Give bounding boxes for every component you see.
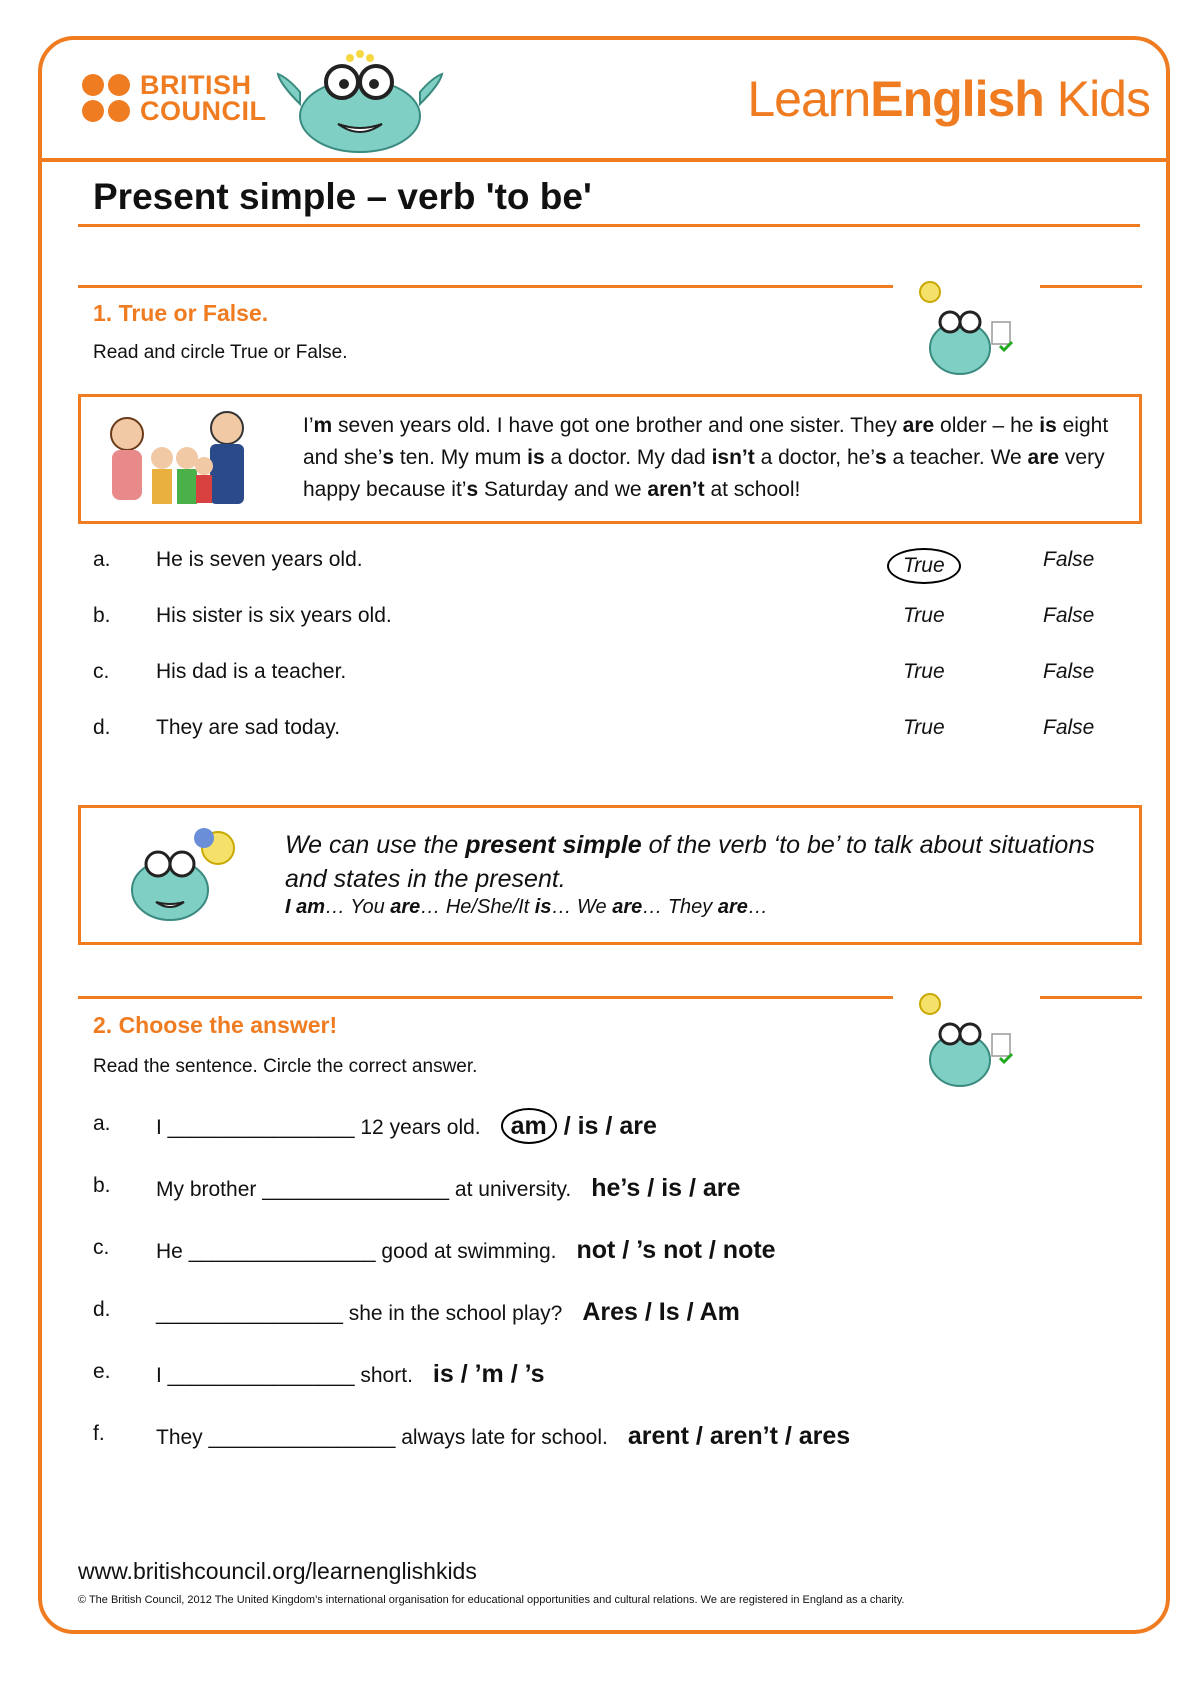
question-letter: a.	[93, 548, 111, 571]
question-text: He is seven years old.	[156, 548, 363, 571]
answer-options: not / ’s not / note	[576, 1236, 776, 1264]
tf-question-row	[93, 604, 1143, 634]
question-sentence: My brother ________________ at university. he’s / is / are	[156, 1174, 741, 1202]
answer-option[interactable]: is	[577, 1112, 599, 1140]
tf-question-row	[93, 716, 1143, 746]
section1-line-right	[1040, 285, 1142, 288]
true-option[interactable]: True	[903, 660, 945, 683]
story-text: I’m seven years old. I have got one brother and one sister. They are older – he is eight and she’s ten. My mum is a doctor. My dad isn’t a doctor, he’s a teacher. We are very happy because it’s Saturday and we aren’t at school!	[303, 414, 1109, 501]
question-letter: b.	[93, 604, 111, 627]
logo-dots-icon	[82, 74, 130, 122]
answer-blank[interactable]: ________________	[167, 1116, 355, 1139]
mascot-idea-icon	[120, 818, 260, 928]
answer-options: is / ’m / ’s	[432, 1360, 545, 1388]
footer-url[interactable]: www.britishcouncil.org/learnenglishkids	[78, 1558, 477, 1584]
question-sentence: ________________ she in the school play? Ares / Is / Am	[156, 1298, 740, 1326]
section2-title: 2. Choose the answer!	[93, 1012, 338, 1038]
answer-option[interactable]: note	[722, 1236, 776, 1264]
section2-instruction: Read the sentence. Circle the correct answer.	[93, 1056, 478, 1077]
answer-options: he’s / is / are	[591, 1174, 741, 1202]
answer-option[interactable]: is	[661, 1174, 683, 1202]
answer-blank[interactable]: ________________	[167, 1364, 355, 1387]
learnenglish-kids-logo: LearnEnglish Kids	[747, 71, 1150, 127]
question-letter: b.	[93, 1174, 111, 1197]
false-option[interactable]: False	[1043, 716, 1095, 739]
answer-option[interactable]: are	[619, 1112, 657, 1140]
question-sentence: He ________________ good at swimming. not / ’s not / note	[156, 1236, 776, 1264]
question-letter: d.	[93, 716, 111, 739]
answer-blank[interactable]: ________________	[208, 1426, 396, 1449]
true-option[interactable]: True	[903, 716, 945, 739]
answer-options: arent / aren’t / ares	[627, 1422, 851, 1450]
answer-option[interactable]: not	[576, 1236, 616, 1264]
answer-blank[interactable]: ________________	[188, 1240, 376, 1263]
question-text: His sister is six years old.	[156, 604, 392, 627]
section1-instruction: Read and circle True or False.	[93, 342, 348, 363]
page-title: Present simple – verb 'to be'	[93, 176, 592, 217]
answer-options: am / is / are	[501, 1112, 657, 1140]
tip-text: We can use the present simple of the verb ‘to be’ to talk about situations and states in the present.	[285, 831, 1095, 893]
false-option[interactable]: False	[1043, 604, 1095, 627]
answer-blank[interactable]: ________________	[262, 1178, 450, 1201]
false-option[interactable]: False	[1043, 660, 1095, 683]
question-text: His dad is a teacher.	[156, 660, 347, 683]
footer-copyright: © The British Council, 2012 The United Kingdom’s international organisation for educational opportunities and cultural relations. We are registered in England as a charity.	[78, 1594, 905, 1606]
question-sentence: I ________________ short. is / ’m / ’s	[156, 1360, 545, 1388]
tip-forms: I am… You are… He/She/It is… We are… They are…	[285, 896, 768, 918]
question-letter: c.	[93, 1236, 110, 1259]
answer-option[interactable]: ’s	[524, 1360, 545, 1388]
header-divider	[42, 158, 1166, 162]
false-option[interactable]: False	[1043, 548, 1095, 571]
question-letter: a.	[93, 1112, 111, 1135]
answer-option[interactable]: aren’t	[709, 1422, 778, 1450]
true-option[interactable]: True	[903, 604, 945, 627]
answer-option[interactable]: ares	[798, 1422, 851, 1450]
answer-option[interactable]: he’s	[591, 1174, 641, 1202]
answer-option[interactable]: Am	[699, 1298, 740, 1326]
title-underline	[78, 224, 1140, 227]
question-text: They are sad today.	[156, 716, 341, 739]
true-option[interactable]: True	[887, 548, 961, 584]
mascot-header-icon	[270, 44, 450, 154]
section2-line-right	[1040, 996, 1142, 999]
answer-option[interactable]: ’s not	[636, 1236, 702, 1264]
answer-option[interactable]: is	[432, 1360, 454, 1388]
mascot-lightbulb-icon-2	[900, 982, 1030, 1092]
question-sentence: I ________________ 12 years old. am / is / are	[156, 1112, 657, 1141]
mascot-lightbulb-icon	[900, 270, 1030, 380]
answer-option[interactable]: ’m	[474, 1360, 504, 1388]
family-picture-icon	[92, 406, 272, 512]
section1-title: 1. True or False.	[93, 300, 269, 326]
answer-blank[interactable]: ________________	[156, 1302, 343, 1325]
answer-option[interactable]: Ares	[582, 1298, 638, 1326]
question-letter: d.	[93, 1298, 111, 1321]
tf-question-row	[93, 660, 1143, 690]
logo-line-2: COUNCIL	[140, 96, 267, 126]
answer-option[interactable]: are	[702, 1174, 741, 1202]
answer-option[interactable]: arent	[627, 1422, 689, 1450]
question-sentence: They ________________ always late for school. arent / aren’t / ares	[156, 1422, 851, 1450]
logo-line-1: BRITISH	[140, 70, 252, 100]
question-letter: f.	[93, 1422, 105, 1445]
answer-option[interactable]: am	[501, 1108, 557, 1144]
question-letter: e.	[93, 1360, 111, 1383]
section2-line-left	[78, 996, 893, 999]
question-letter: c.	[93, 660, 110, 683]
british-council-logo	[82, 72, 267, 124]
answer-option[interactable]: Is	[658, 1298, 680, 1326]
section1-line-left	[78, 285, 893, 288]
answer-options: Ares / Is / Am	[582, 1298, 740, 1326]
tf-question-row	[93, 548, 1143, 578]
